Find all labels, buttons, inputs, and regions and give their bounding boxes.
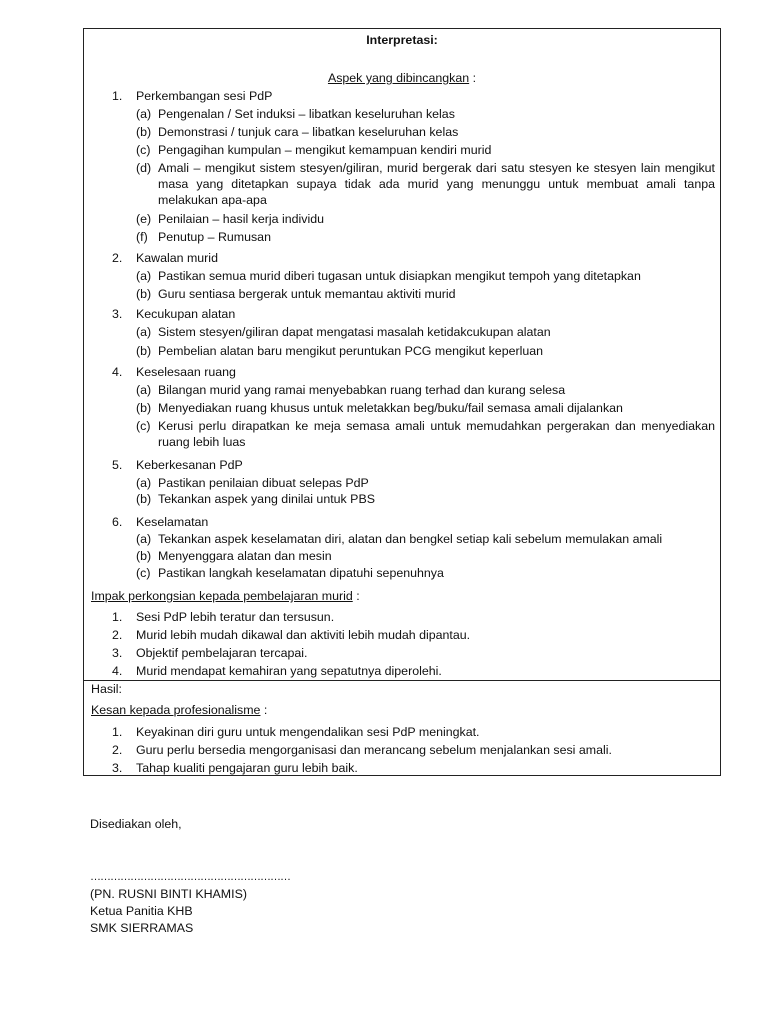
aspect-item-marker: (b) — [136, 492, 152, 506]
aspect-item-text: Tekankan aspek keselamatan diri, alatan dan bengkel setiap kali sebelum memulakan amali — [158, 532, 663, 546]
impak-item: Sesi PdP lebih teratur dan tersusun. — [136, 610, 335, 624]
aspect-title: Keberkesanan PdP — [136, 458, 243, 472]
impak-item: Objektif pembelajaran tercapai. — [136, 646, 308, 660]
hasil-label: Hasil: — [91, 682, 122, 696]
aspect-item-text: Menyediakan ruang khusus untuk meletakkan beg/buku/fail semasa amali dijalankan — [158, 401, 623, 415]
box-title: Interpretasi: — [366, 33, 438, 47]
impak-number: 1. — [112, 610, 123, 624]
kesan-heading: Kesan kepada profesionalisme — [91, 703, 261, 717]
aspect-title: Keselesaan ruang — [136, 365, 236, 379]
aspect-item-marker: (b) — [136, 125, 152, 139]
aspect-item-marker: (c) — [136, 419, 151, 433]
aspect-item-marker: (a) — [136, 325, 152, 339]
aspect-item-text: Pastikan langkah keselamatan dipatuhi sepenuhnya — [158, 566, 444, 580]
aspect-item-marker: (a) — [136, 476, 152, 490]
aspek-heading: Aspek yang dibincangkan — [327, 71, 470, 85]
kesan-heading-line — [91, 702, 267, 718]
impak-heading-line — [91, 588, 360, 604]
kesan-number: 2. — [112, 743, 123, 757]
aspect-item-text: Sistem stesyen/giliran dapat mengatasi masalah ketidakcukupan alatan — [158, 325, 551, 339]
signatory-position: Ketua Panitia KHB — [90, 904, 193, 918]
aspect-item-marker: (b) — [136, 344, 152, 358]
aspect-item-text: Demonstrasi / tunjuk cara – libatkan keseluruhan kelas — [158, 125, 459, 139]
aspect-item-text: Penilaian – hasil kerja individu — [158, 212, 324, 226]
aspect-item-text: Pastikan semua murid diberi tugasan untuk disiapkan mengikut tempoh yang ditetapkan — [158, 269, 641, 283]
aspect-item-marker: (b) — [136, 549, 152, 563]
aspect-item-marker: (b) — [136, 401, 152, 415]
impak-number: 2. — [112, 628, 123, 642]
aspect-item-text: Tekankan aspek yang dinilai untuk PBS — [158, 492, 375, 506]
impak-item: Murid mendapat kemahiran yang sepatutnya diperolehi. — [136, 664, 442, 678]
aspect-item-text: Guru sentiasa bergerak untuk memantau aktiviti murid — [158, 287, 456, 301]
aspect-item-text: Amali – mengikut sistem stesyen/giliran, murid bergerak dari satu stesyen ke stesyen lain mengikut masa yang ditetapkan supaya tidak ada murid yang menunggu untuk membuat amali tanpa melakukan apa-apa — [158, 161, 715, 207]
signatory-name: (PN. RUSNI BINTI KHAMIS) — [90, 887, 247, 901]
aspek-heading-colon: : — [472, 71, 477, 85]
aspect-title: Kawalan murid — [136, 251, 218, 265]
aspect-title: Kecukupan alatan — [136, 307, 236, 321]
aspect-title: Perkembangan sesi PdP — [136, 89, 273, 103]
signatory-school: SMK SIERRAMAS — [90, 921, 194, 935]
aspect-title: Keselamatan — [136, 515, 209, 529]
aspect-item-marker: (a) — [136, 383, 152, 397]
impak-number: 3. — [112, 646, 123, 660]
aspect-item-marker: (f) — [136, 230, 148, 244]
aspect-item-text: Bilangan murid yang ramai menyebabkan ruang terhad dan kurang selesa — [158, 383, 566, 397]
kesan-number: 1. — [112, 725, 123, 739]
signature-line: …………………………………………………… — [90, 871, 290, 883]
aspect-item-marker: (b) — [136, 287, 152, 301]
impak-item: Murid lebih mudah dikawal dan aktiviti lebih mudah dipantau. — [136, 628, 471, 642]
aspect-item-marker: (c) — [136, 566, 151, 580]
aspect-item-marker: (a) — [136, 107, 152, 121]
kesan-item: Keyakinan diri guru untuk mengendalikan sesi PdP meningkat. — [136, 725, 480, 739]
aspect-item-marker: (a) — [136, 269, 152, 283]
aspect-item-marker: (c) — [136, 143, 151, 157]
kesan-item: Guru perlu bersedia mengorganisasi dan merancang sebelum menjalankan sesi amali. — [136, 743, 612, 757]
aspect-item-text: Pengenalan / Set induksi – libatkan keseluruhan kelas — [158, 107, 455, 121]
kesan-number: 3. — [112, 761, 123, 775]
impak-heading-colon: : — [356, 589, 360, 603]
interpretation-box — [83, 28, 721, 776]
aspect-item-text: Pengagihan kumpulan – mengikut kemampuan kendiri murid — [158, 143, 492, 157]
impak-heading: Impak perkongsian kepada pembelajaran murid — [91, 589, 353, 603]
section-divider — [84, 680, 720, 681]
aspect-item-text: Pastikan penilaian dibuat selepas PdP — [158, 476, 369, 490]
aspect-number: 6. — [112, 515, 123, 529]
kesan-item: Tahap kualiti pengajaran guru lebih baik. — [136, 761, 358, 775]
aspect-number: 2. — [112, 251, 123, 265]
aspect-number: 5. — [112, 458, 123, 472]
aspect-item-text: Menyenggara alatan dan mesin — [158, 549, 332, 563]
prepared-by: Disediakan oleh, — [90, 817, 182, 831]
aspect-item-text: Penutup – Rumusan — [158, 230, 271, 244]
impak-number: 4. — [112, 664, 123, 678]
aspect-item-marker: (e) — [136, 212, 152, 226]
aspect-number: 4. — [112, 365, 123, 379]
kesan-heading-colon: : — [263, 703, 268, 717]
aspect-number: 1. — [112, 89, 123, 103]
aspect-item-marker: (a) — [136, 532, 152, 546]
aspect-item-marker: (d) — [136, 161, 152, 175]
aspek-heading-line — [84, 70, 720, 86]
aspect-item-text: Pembelian alatan baru mengikut peruntukan PCG mengikut keperluan — [158, 344, 544, 358]
aspect-number: 3. — [112, 307, 123, 321]
aspect-item-text: Kerusi perlu dirapatkan ke meja semasa amali untuk memudahkan pergerakan dan menyediakan ruang lebih luas — [158, 419, 715, 449]
